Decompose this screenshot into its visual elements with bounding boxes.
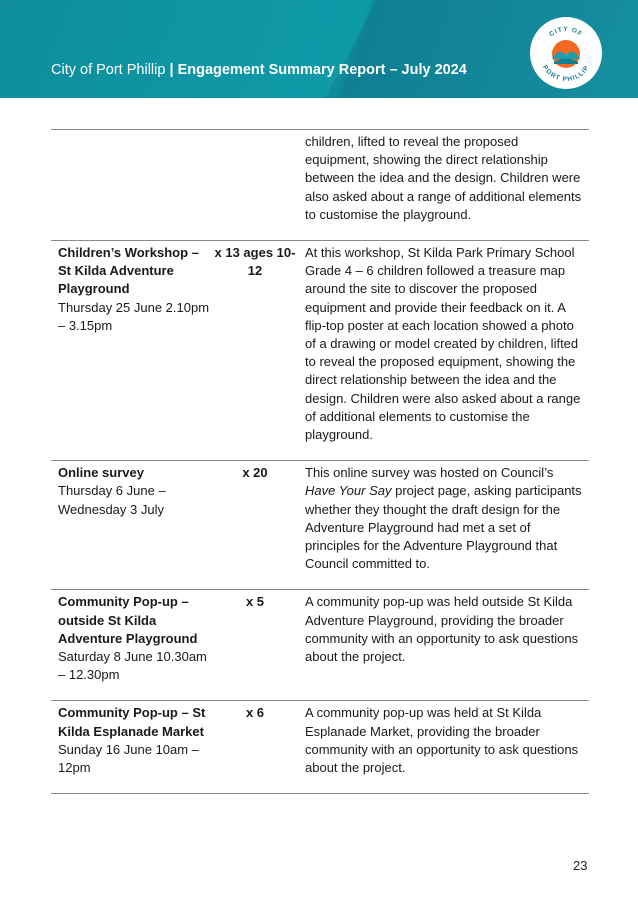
activity-title: Online survey	[58, 465, 144, 481]
table-row	[51, 590, 589, 701]
header-title-separator: |	[169, 62, 174, 78]
description-text: This online survey was hosted on Council’s	[305, 465, 554, 481]
logo-top-text: CITY OF	[548, 25, 584, 39]
page-number: 23	[573, 858, 588, 873]
activity-description	[297, 461, 589, 590]
activity-cell	[51, 590, 213, 701]
activity-description: children, lifted to reveal the proposed equipment, showing the direct relationship between the idea and the design. Children were also asked about a range of additional elements to customise the playground.	[297, 130, 589, 241]
participant-count: x 6	[213, 701, 297, 794]
activity-when: Thursday 6 June – Wednesday 3 July	[58, 483, 166, 517]
activity-cell	[51, 461, 213, 590]
activity-title: Community Pop-up – outside St Kilda Adventure Playground	[58, 594, 198, 646]
table-row	[51, 130, 589, 241]
activity-cell	[51, 241, 213, 461]
header-title	[51, 62, 467, 78]
activity-title: Children’s Workshop – St Kilda Adventure Playground	[58, 245, 199, 297]
participant-count: x 20	[213, 461, 297, 590]
logo-bottom-text: PORT PHILLIP	[540, 64, 592, 84]
activity-cell	[51, 130, 213, 241]
activity-when: Saturday 8 June 10.30am – 12.30pm	[58, 649, 207, 683]
activity-cell	[51, 701, 213, 794]
participant-count: x 13 ages 10-12	[213, 241, 297, 461]
participant-count	[213, 130, 297, 241]
table-row	[51, 241, 589, 461]
activity-when: Sunday 16 June 10am – 12pm	[58, 741, 199, 776]
description-text: project page, asking participants whether they thought the draft design for the Adventure Playground had met a set of principles for the Adventure Playground that Council committed to.	[305, 483, 582, 572]
table-row	[51, 701, 589, 794]
activity-description: A community pop-up was held at St Kilda Esplanade Market, providing the broader community with an opportunity to ask questions about the project.	[297, 701, 589, 794]
activity-description: At this workshop, St Kilda Park Primary School Grade 4 – 6 children followed a treasure map around the site to discover the proposed equipment and provide their feedback on it. A flip-top poster at each location showed a photo of a drawing or model created by children, lifted to reveal the proposed equipment, showing the direct relationship between the idea and the design. Children were also asked about a range of additional elements to customise the playground.	[297, 241, 589, 461]
activity-when: Thursday 25 June 2.10pm – 3.15pm	[58, 299, 210, 333]
header-title-main: Engagement Summary Report – July 2024	[177, 62, 467, 78]
page-header	[0, 0, 638, 98]
logo-seal-icon	[530, 17, 602, 89]
participant-count: x 5	[213, 590, 297, 701]
have-your-say-text: Have Your Say	[305, 483, 392, 499]
engagement-activities-table	[51, 129, 589, 794]
table-row	[51, 461, 589, 590]
header-title-prefix: City of Port Phillip	[51, 62, 166, 78]
activity-title: Community Pop-up – St Kilda Esplanade Market	[58, 705, 206, 739]
activity-description: A community pop-up was held outside St Kilda Adventure Playground, providing the broader community with an opportunity to ask questions about the project.	[297, 590, 589, 701]
city-of-port-phillip-logo	[530, 17, 602, 89]
